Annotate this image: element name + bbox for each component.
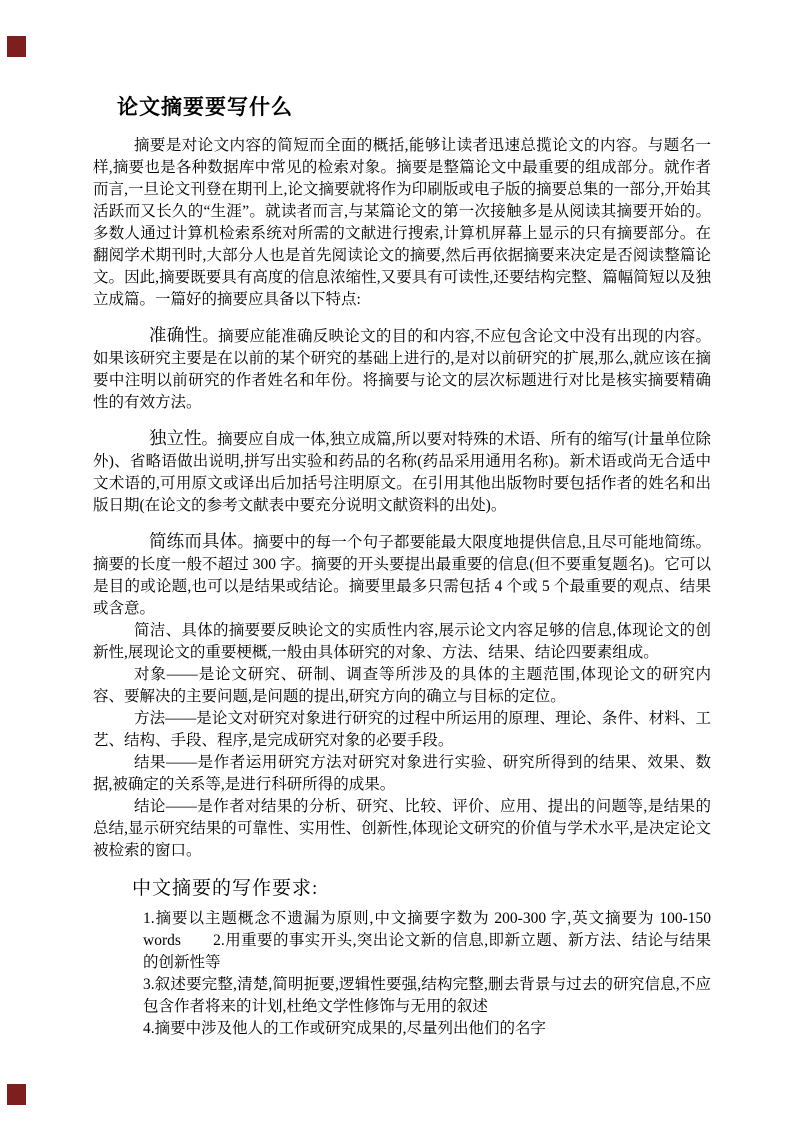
requirement-item-4: 4.摘要中涉及他人的工作或研究成果的,尽量列出他们的名字 [143,1020,547,1037]
paragraph-summary: 简洁、具体的摘要要反映论文的实质性内容,展示论文内容足够的信息,体现论文的创新性,展现论文的重要梗概,一般由具体研究的对象、方法、结果、结论四要素组成。 [93,622,711,661]
section-body: 。摘要中的每一个句子都要能最大限度地提供信息,且尽可能地简练。摘要的长度一般不超过 300 字。摘要的开头要提出最重要的信息(但不要重复题名)。它可以是目的或论题,也可以是结果或结论。摘要里最多只需包括 4 个或 5 个最重要的观点、结果或含意。 [93,534,711,617]
section-heading-accuracy: 准确性 [149,325,203,345]
section-heading-independence: 独立性 [149,428,202,448]
intro-paragraph: 摘要是对论文内容的简短而全面的概括,能够让读者迅速总揽论文的内容。与题名一样,摘要也是各种数据库中常见的检索对象。摘要是整篇论文中最重要的组成部分。就作者而言,一旦论文刊登在期刊上,论文摘要就将作为印刷版或电子版的摘要总集的一部分,开始其活跃而又长久的“生涯”。就读者而言,与某篇论文的第一次接触多是从阅读其摘要开始的。多数人通过计算机检索系统对所需的文献进行搜索,计算机屏幕上显示的只有摘要部分。在翻阅学术期刊时,大部分人也是首先阅读论文的摘要,然后再依据摘要来决定是否阅读整篇论文。因此,摘要既要具有高度的信息浓缩性,又要具有可读性,还要结构完整、篇幅简短以及独立成篇。一篇好的摘要应具备以下特点: [93,137,711,308]
section-paragraph [93,323,711,414]
section-body: 。摘要应自成一体,独立成篇,所以要对特殊的术语、所有的缩写(计量单位除外)、省略语做出说明,拼写出实验和药品的名称(药品采用通用名称)。新术语或尚无合适中文术语的,可用原文或译出后加括号注明原文。在引用其他出版物时要包括作者的姓名和出版日期(在论文的参考文献表中要充分说明文献资料的出处)。 [93,431,711,514]
requirements-heading: 中文摘要的写作要求: [132,878,319,899]
page-corner-marker-top [7,36,26,57]
section-heading-concise: 简练而具体 [149,531,238,551]
requirements-list [143,908,711,1040]
paragraph-object: 对象——是论文研究、研制、调查等所涉及的具体的主题范围,体现论文的研究内容、要解决的主要问题,是问题的提出,研究方向的确立与目标的定位。 [93,666,711,705]
requirement-item-3: 3.叙述要完整,清楚,简明扼要,逻辑性要强,结构完整,删去背景与过去的研究信息,不应包含作者将来的计划,杜绝文学性修饰与无用的叙述 [143,976,711,1015]
paragraph-method: 方法——是论文对研究对象进行研究的过程中所运用的原理、理论、条件、材料、工艺、结构、手段、程序,是完成研究对象的必要手段。 [93,710,711,749]
section-paragraph [93,529,711,620]
paragraph-result: 结果——是作者运用研究方法对研究对象进行实验、研究所得到的结果、效果、数据,被确定的关系等,是进行科研所得的成果。 [93,754,711,793]
section-independence [93,426,711,517]
section-accuracy [93,323,711,414]
requirement-item-1-2: 1.摘要以主题概念不遗漏为原则,中文摘要字数为 200-300 字,英文摘要为 100-150 words 2.用重要的事实开头,突出论文新的信息,即新立题、新方法、结论与结果的创新性等 [143,910,711,971]
section-body: 。摘要应能准确反映论文的目的和内容,不应包含论文中没有出现的内容。如果该研究主要是在以前的某个研究的基础上进行的,是对以前研究的扩展,那么,就应该在摘要中注明以前研究的作者姓名和年份。将摘要与论文的层次标题进行对比是核实摘要精确性的有效方法。 [93,328,711,411]
document-content [93,94,711,1040]
paragraph-conclusion: 结论——是作者对结果的分析、研究、比较、评价、应用、提出的问题等,是结果的总结,显示研究结果的可靠性、实用性、创新性,体现论文研究的价值与学术水平,是决定论文被检索的窗口。 [93,798,711,859]
section-concise-specific [93,529,711,620]
page-corner-marker-bottom [7,1084,26,1105]
section-paragraph [93,426,711,517]
page-title: 论文摘要要写什么 [117,95,293,119]
